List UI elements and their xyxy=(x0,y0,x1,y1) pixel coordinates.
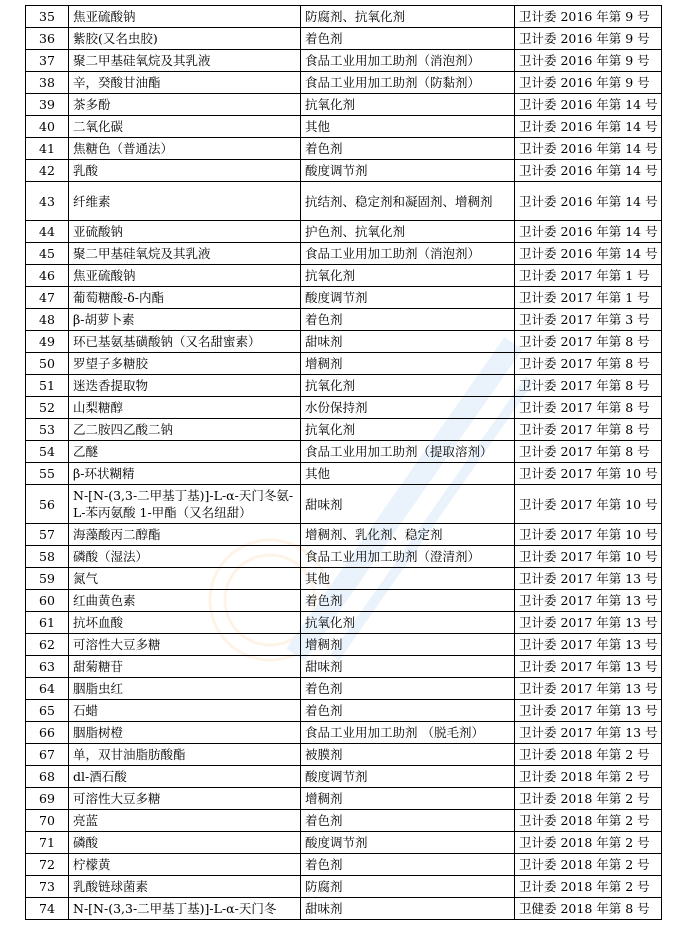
additive-name: 葡萄糖酸-δ-内酯 xyxy=(69,287,301,309)
function-category: 食品工业用加工助剂（提取溶剂） xyxy=(301,441,515,463)
row-number: 50 xyxy=(26,353,69,375)
table-row xyxy=(26,854,662,876)
function-category: 酸度调节剂 xyxy=(301,287,515,309)
table-row xyxy=(26,898,662,920)
approval-reference: 卫计委 2017 年第 13 号 xyxy=(515,634,662,656)
approval-reference: 卫计委 2017 年第 8 号 xyxy=(515,331,662,353)
approval-reference: 卫计委 2018 年第 2 号 xyxy=(515,744,662,766)
row-number: 73 xyxy=(26,876,69,898)
table-row xyxy=(26,766,662,788)
additive-name: 单，双甘油脂肪酸酯 xyxy=(69,744,301,766)
additive-name: 茶多酚 xyxy=(69,94,301,116)
table-row xyxy=(26,116,662,138)
table-row xyxy=(26,788,662,810)
row-number: 41 xyxy=(26,138,69,160)
function-category: 抗氧化剂 xyxy=(301,612,515,634)
row-number: 62 xyxy=(26,634,69,656)
approval-reference: 卫计委 2016 年第 9 号 xyxy=(515,28,662,50)
function-category: 其他 xyxy=(301,116,515,138)
table-row xyxy=(26,524,662,546)
approval-reference: 卫健委 2018 年第 8 号 xyxy=(515,898,662,920)
additive-name: 乙醚 xyxy=(69,441,301,463)
row-number: 48 xyxy=(26,309,69,331)
function-category: 着色剂 xyxy=(301,138,515,160)
approval-reference: 卫计委 2017 年第 1 号 xyxy=(515,287,662,309)
approval-reference: 卫计委 2017 年第 13 号 xyxy=(515,678,662,700)
row-number: 59 xyxy=(26,568,69,590)
function-category: 着色剂 xyxy=(301,28,515,50)
row-number: 40 xyxy=(26,116,69,138)
row-number: 69 xyxy=(26,788,69,810)
approval-reference: 卫计委 2017 年第 13 号 xyxy=(515,568,662,590)
approval-reference: 卫计委 2016 年第 14 号 xyxy=(515,182,662,221)
function-category: 甜味剂 xyxy=(301,331,515,353)
additive-name: 乳酸链球菌素 xyxy=(69,876,301,898)
additive-name: 山梨糖醇 xyxy=(69,397,301,419)
row-number: 38 xyxy=(26,72,69,94)
table-row xyxy=(26,138,662,160)
additive-name: 胭脂虫红 xyxy=(69,678,301,700)
table-row xyxy=(26,72,662,94)
additive-table xyxy=(25,5,662,920)
approval-reference: 卫计委 2017 年第 13 号 xyxy=(515,612,662,634)
function-category: 酸度调节剂 xyxy=(301,832,515,854)
table-row xyxy=(26,441,662,463)
additive-name: 氮气 xyxy=(69,568,301,590)
table-row xyxy=(26,182,662,221)
function-category: 甜味剂 xyxy=(301,485,515,524)
row-number: 49 xyxy=(26,331,69,353)
approval-reference: 卫计委 2017 年第 10 号 xyxy=(515,485,662,524)
row-number: 71 xyxy=(26,832,69,854)
table-body xyxy=(26,6,662,920)
row-number: 44 xyxy=(26,221,69,243)
table-row xyxy=(26,331,662,353)
function-category: 抗氧化剂 xyxy=(301,419,515,441)
function-category: 着色剂 xyxy=(301,700,515,722)
table-row xyxy=(26,546,662,568)
function-category: 其他 xyxy=(301,463,515,485)
function-category: 食品工业用加工助剂（防黏剂） xyxy=(301,72,515,94)
function-category: 食品工业用加工助剂（消泡剂） xyxy=(301,243,515,265)
additive-name: 焦亚硫酸钠 xyxy=(69,6,301,28)
approval-reference: 卫计委 2017 年第 13 号 xyxy=(515,700,662,722)
row-number: 66 xyxy=(26,722,69,744)
additive-name: 亚硫酸钠 xyxy=(69,221,301,243)
approval-reference: 卫计委 2018 年第 2 号 xyxy=(515,766,662,788)
function-category: 水份保持剂 xyxy=(301,397,515,419)
additive-name: 聚二甲基硅氧烷及其乳液 xyxy=(69,50,301,72)
table-row xyxy=(26,810,662,832)
row-number: 60 xyxy=(26,590,69,612)
row-number: 47 xyxy=(26,287,69,309)
table-row xyxy=(26,375,662,397)
row-number: 43 xyxy=(26,182,69,221)
function-category: 其他 xyxy=(301,568,515,590)
function-category: 被膜剂 xyxy=(301,744,515,766)
row-number: 53 xyxy=(26,419,69,441)
approval-reference: 卫计委 2016 年第 14 号 xyxy=(515,138,662,160)
approval-reference: 卫计委 2017 年第 13 号 xyxy=(515,656,662,678)
additive-name: 紫胶(又名虫胶) xyxy=(69,28,301,50)
additive-name: 石蜡 xyxy=(69,700,301,722)
row-number: 68 xyxy=(26,766,69,788)
additive-name: 乳酸 xyxy=(69,160,301,182)
function-category: 食品工业用加工助剂（消泡剂） xyxy=(301,50,515,72)
approval-reference: 卫计委 2017 年第 8 号 xyxy=(515,419,662,441)
table-row xyxy=(26,744,662,766)
approval-reference: 卫计委 2017 年第 10 号 xyxy=(515,546,662,568)
row-number: 45 xyxy=(26,243,69,265)
function-category: 着色剂 xyxy=(301,810,515,832)
additive-name: 焦亚硫酸钠 xyxy=(69,265,301,287)
approval-reference: 卫计委 2017 年第 3 号 xyxy=(515,309,662,331)
function-category: 着色剂 xyxy=(301,678,515,700)
row-number: 52 xyxy=(26,397,69,419)
additive-name: 纤维素 xyxy=(69,182,301,221)
additive-name: N-[N-(3,3-二甲基丁基)]-L-α-天门冬氨-L-苯丙氨酸 1-甲酯（又名纽甜） xyxy=(69,485,301,524)
row-number: 67 xyxy=(26,744,69,766)
function-category: 甜味剂 xyxy=(301,898,515,920)
row-number: 39 xyxy=(26,94,69,116)
approval-reference: 卫计委 2016 年第 14 号 xyxy=(515,94,662,116)
row-number: 42 xyxy=(26,160,69,182)
approval-reference: 卫计委 2018 年第 2 号 xyxy=(515,854,662,876)
table-row xyxy=(26,50,662,72)
table-row xyxy=(26,160,662,182)
function-category: 抗氧化剂 xyxy=(301,265,515,287)
table-row xyxy=(26,463,662,485)
approval-reference: 卫计委 2017 年第 10 号 xyxy=(515,524,662,546)
approval-reference: 卫计委 2018 年第 2 号 xyxy=(515,788,662,810)
additive-name: 乙二胺四乙酸二钠 xyxy=(69,419,301,441)
additive-name: β-环状糊精 xyxy=(69,463,301,485)
approval-reference: 卫计委 2017 年第 1 号 xyxy=(515,265,662,287)
approval-reference: 卫计委 2017 年第 8 号 xyxy=(515,441,662,463)
additive-name: 甜菊糖苷 xyxy=(69,656,301,678)
additive-name: 聚二甲基硅氧烷及其乳液 xyxy=(69,243,301,265)
table-row xyxy=(26,634,662,656)
approval-reference: 卫计委 2017 年第 13 号 xyxy=(515,590,662,612)
table-row xyxy=(26,722,662,744)
additive-name: 磷酸（湿法） xyxy=(69,546,301,568)
approval-reference: 卫计委 2017 年第 8 号 xyxy=(515,375,662,397)
table-row xyxy=(26,700,662,722)
function-category: 着色剂 xyxy=(301,309,515,331)
function-category: 甜味剂 xyxy=(301,656,515,678)
approval-reference: 卫计委 2017 年第 10 号 xyxy=(515,463,662,485)
additive-name: 柠檬黄 xyxy=(69,854,301,876)
function-category: 防腐剂、抗氧化剂 xyxy=(301,6,515,28)
row-number: 61 xyxy=(26,612,69,634)
function-category: 增稠剂 xyxy=(301,353,515,375)
function-category: 抗氧化剂 xyxy=(301,94,515,116)
row-number: 36 xyxy=(26,28,69,50)
approval-reference: 卫计委 2017 年第 8 号 xyxy=(515,353,662,375)
function-category: 食品工业用加工助剂 （脱毛剂） xyxy=(301,722,515,744)
additive-name: 红曲黄色素 xyxy=(69,590,301,612)
approval-reference: 卫计委 2016 年第 14 号 xyxy=(515,243,662,265)
table-row xyxy=(26,243,662,265)
additive-name: 可溶性大豆多糖 xyxy=(69,788,301,810)
row-number: 51 xyxy=(26,375,69,397)
approval-reference: 卫计委 2016 年第 9 号 xyxy=(515,6,662,28)
approval-reference: 卫计委 2018 年第 2 号 xyxy=(515,832,662,854)
function-category: 增稠剂、乳化剂、稳定剂 xyxy=(301,524,515,546)
additive-name: 焦糖色（普通法） xyxy=(69,138,301,160)
approval-reference: 卫计委 2017 年第 8 号 xyxy=(515,397,662,419)
additive-name: 磷酸 xyxy=(69,832,301,854)
approval-reference: 卫计委 2018 年第 2 号 xyxy=(515,810,662,832)
table-row xyxy=(26,832,662,854)
table-row xyxy=(26,28,662,50)
approval-reference: 卫计委 2016 年第 14 号 xyxy=(515,116,662,138)
row-number: 63 xyxy=(26,656,69,678)
table-row xyxy=(26,353,662,375)
approval-reference: 卫计委 2017 年第 13 号 xyxy=(515,722,662,744)
table-row xyxy=(26,221,662,243)
additive-name: 胭脂树橙 xyxy=(69,722,301,744)
table-row xyxy=(26,678,662,700)
row-number: 55 xyxy=(26,463,69,485)
function-category: 食品工业用加工助剂（澄清剂） xyxy=(301,546,515,568)
additive-name: 可溶性大豆多糖 xyxy=(69,634,301,656)
table-row xyxy=(26,485,662,524)
row-number: 74 xyxy=(26,898,69,920)
table-row xyxy=(26,265,662,287)
additive-name: β-胡萝卜素 xyxy=(69,309,301,331)
table-row xyxy=(26,590,662,612)
row-number: 65 xyxy=(26,700,69,722)
function-category: 增稠剂 xyxy=(301,634,515,656)
function-category: 抗氧化剂 xyxy=(301,375,515,397)
function-category: 护色剂、抗氧化剂 xyxy=(301,221,515,243)
approval-reference: 卫计委 2016 年第 9 号 xyxy=(515,72,662,94)
row-number: 72 xyxy=(26,854,69,876)
additive-name: dl-酒石酸 xyxy=(69,766,301,788)
approval-reference: 卫计委 2016 年第 14 号 xyxy=(515,160,662,182)
table-row xyxy=(26,309,662,331)
approval-reference: 卫计委 2018 年第 2 号 xyxy=(515,876,662,898)
table-row xyxy=(26,612,662,634)
additive-name: 抗坏血酸 xyxy=(69,612,301,634)
table-row xyxy=(26,287,662,309)
table-row xyxy=(26,568,662,590)
additive-name: 亮蓝 xyxy=(69,810,301,832)
additive-name: 辛，癸酸甘油酯 xyxy=(69,72,301,94)
table-row xyxy=(26,94,662,116)
row-number: 64 xyxy=(26,678,69,700)
additive-name: 环已基氨基磺酸钠（又名甜蜜素） xyxy=(69,331,301,353)
function-category: 酸度调节剂 xyxy=(301,766,515,788)
function-category: 增稠剂 xyxy=(301,788,515,810)
row-number: 54 xyxy=(26,441,69,463)
additive-name: N-[N-(3,3-二甲基丁基)]-L-α-天门冬 xyxy=(69,898,301,920)
row-number: 58 xyxy=(26,546,69,568)
additive-name: 海藻酸丙二醇酯 xyxy=(69,524,301,546)
table-row xyxy=(26,6,662,28)
additive-name: 罗望子多糖胶 xyxy=(69,353,301,375)
table-row xyxy=(26,397,662,419)
function-category: 着色剂 xyxy=(301,854,515,876)
approval-reference: 卫计委 2016 年第 14 号 xyxy=(515,221,662,243)
additive-name: 二氧化碳 xyxy=(69,116,301,138)
approval-reference: 卫计委 2016 年第 9 号 xyxy=(515,50,662,72)
row-number: 57 xyxy=(26,524,69,546)
row-number: 56 xyxy=(26,485,69,524)
function-category: 抗结剂、稳定剂和凝固剂、增稠剂 xyxy=(301,182,515,221)
additive-name: 迷迭香提取物 xyxy=(69,375,301,397)
row-number: 70 xyxy=(26,810,69,832)
function-category: 着色剂 xyxy=(301,590,515,612)
table-row xyxy=(26,876,662,898)
table-row xyxy=(26,419,662,441)
table-row xyxy=(26,656,662,678)
row-number: 37 xyxy=(26,50,69,72)
function-category: 防腐剂 xyxy=(301,876,515,898)
row-number: 46 xyxy=(26,265,69,287)
function-category: 酸度调节剂 xyxy=(301,160,515,182)
row-number: 35 xyxy=(26,6,69,28)
